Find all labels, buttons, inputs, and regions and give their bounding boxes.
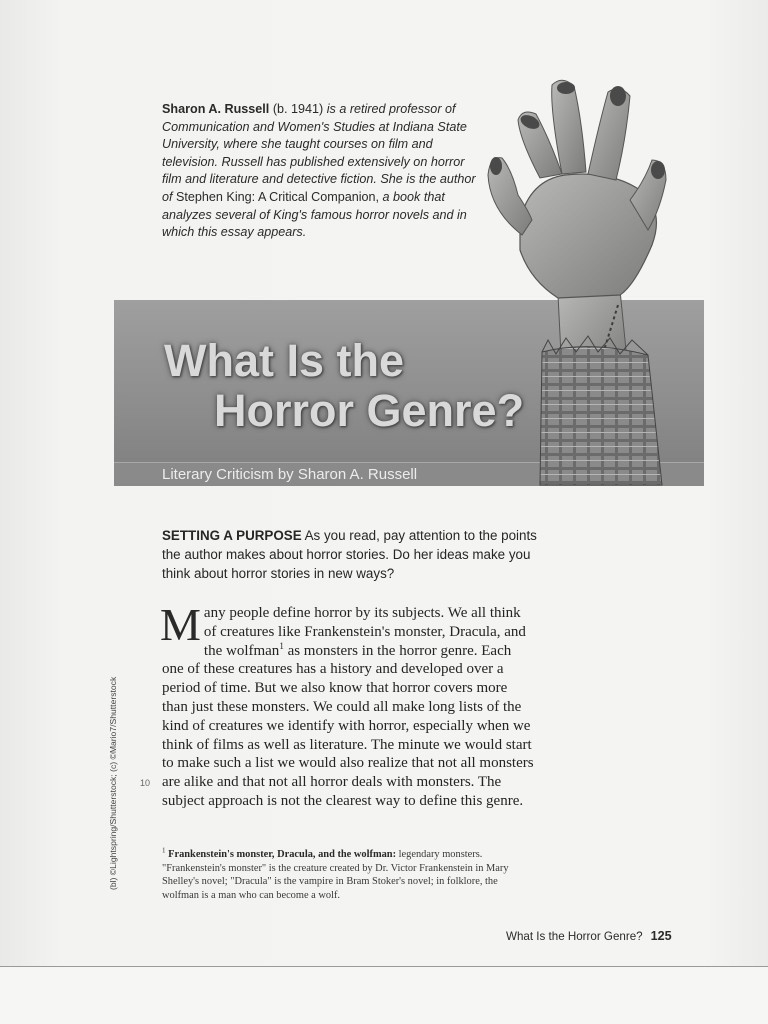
- author-years: (b. 1941): [272, 102, 324, 116]
- photo-credit: (bl) ©Lightspring/Shutterstock; (c) ©Mario7/Shutterstock: [108, 676, 118, 890]
- bio-book-title: Stephen King: A Critical Companion,: [176, 189, 380, 204]
- running-title: What Is the Horror Genre?: [506, 930, 643, 943]
- essay-title-line2: Horror Genre?: [214, 385, 525, 436]
- page-number: 125: [650, 929, 672, 943]
- page-footer: [506, 929, 672, 943]
- bio-text-part2: a book that analyzes several of King's famous horror novels and in which this essay appears.: [162, 189, 467, 240]
- purpose-heading: SETTING A PURPOSE: [162, 528, 302, 543]
- setting-a-purpose: [162, 526, 542, 583]
- drop-cap: M: [160, 599, 201, 650]
- bio-text-part1: is a retired professor of Communication and Women's Studies at Indiana State University, where she taught courses on film and television. Russell has published extensively on horror film and literature and detective fiction. She is the author of: [162, 102, 476, 204]
- essay-text-part2: as monsters in the horror genre. Each one of these creatures has a history and developed over a period of time. But we also know that horror covers more than just these monsters. We could all make long lists of the kind of creatures we identify with horror, especially when we think of films as well as literature. The minute we would start to make such a list we would also realize that not all monsters are alike and that not all horror deals with monsters. The subject approach is not the clearest way to define this genre.: [162, 642, 534, 809]
- nail-thumb: [490, 157, 502, 175]
- essay-body: [160, 599, 534, 811]
- purpose-text: As you read, pay attention to the points the author makes about horror stories. Do her ideas make you think about horror stories in new ways?: [162, 528, 537, 581]
- author-name: Sharon A. Russell: [162, 102, 270, 116]
- footnote-text: legendary monsters. "Frankenstein's monster" is the creature created by Dr. Victor Frankenstein in Mary Shelley's novel; "Dracula" is the vampire in Bram Stoker's novel; in folklore, the wolfman is a man who can become a wolf.: [162, 849, 509, 901]
- nail-pinky: [651, 161, 665, 179]
- footnote: [162, 848, 534, 902]
- page-bottom-margin: [0, 967, 768, 1024]
- nail-middle: [557, 82, 575, 94]
- nail-ring: [610, 86, 626, 106]
- footnote-term: Frankenstein's monster, Dracula, and the wolfman:: [168, 849, 397, 860]
- plaid-cuff: [540, 347, 662, 485]
- author-bio: [162, 101, 482, 242]
- line-number: 10: [140, 778, 151, 788]
- essay-title-line1: What Is the: [164, 335, 405, 386]
- footnote-reference: 1: [279, 640, 284, 651]
- essay-subtitle: Literary Criticism by Sharon A. Russell: [162, 466, 418, 483]
- essay-text-part1: any people define horror by its subjects. We all think of creatures like Frankenstein's monster, Dracula, and the wolfman: [203, 605, 526, 659]
- monster-hand-illustration: [470, 70, 710, 490]
- footnote-marker: 1: [162, 846, 166, 855]
